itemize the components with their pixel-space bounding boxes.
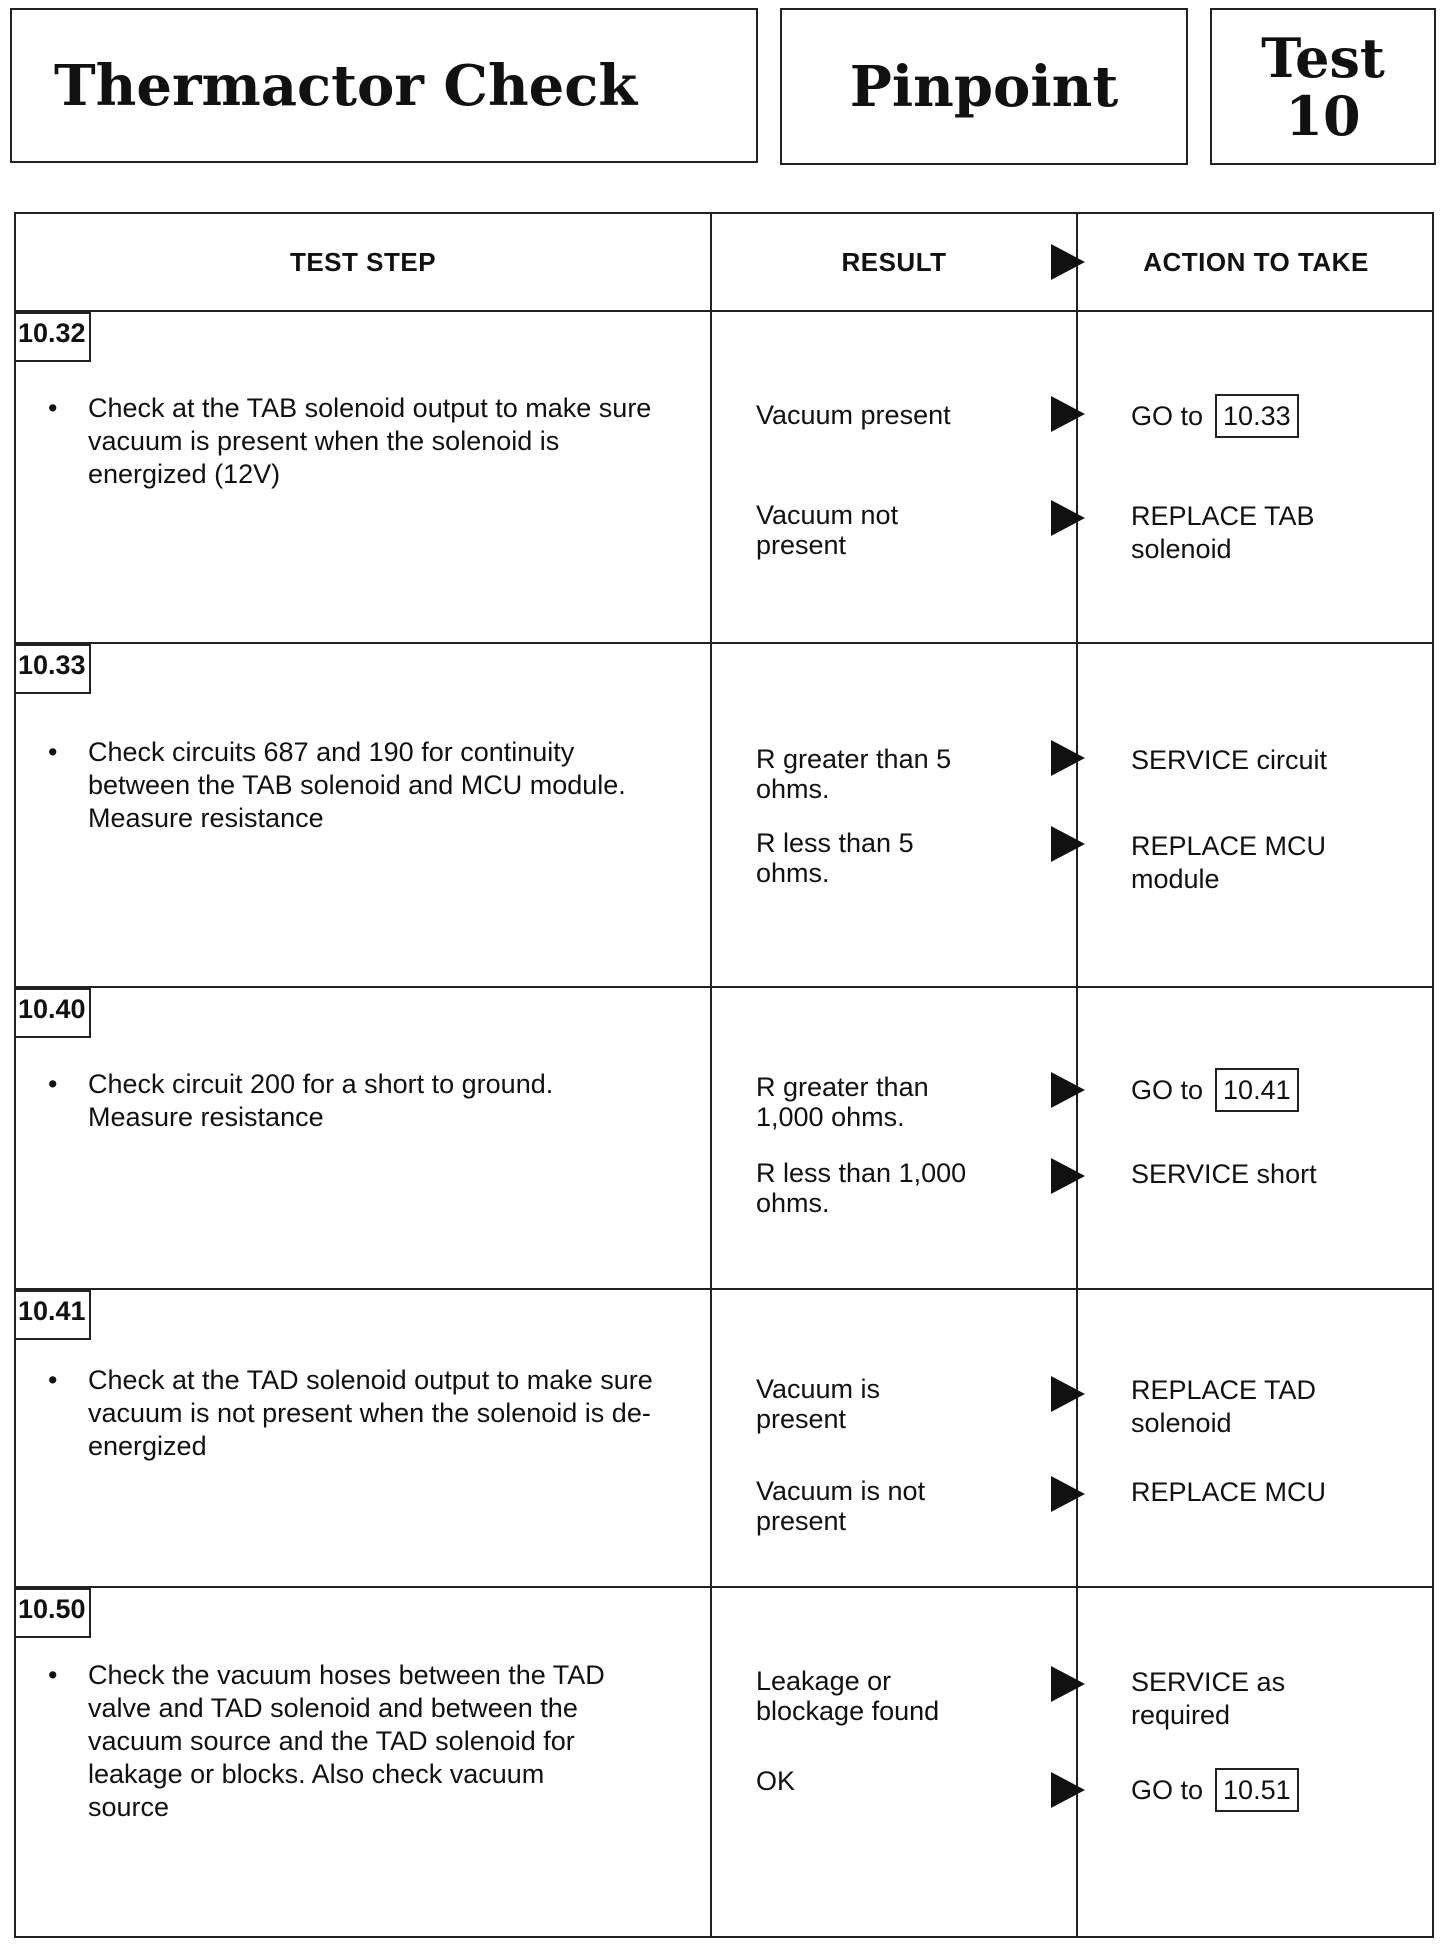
- test-number: 10: [1285, 83, 1361, 148]
- arrow-icon: [1051, 500, 1085, 536]
- step-reference-box: 10.41: [1215, 1068, 1299, 1112]
- arrow-icon: [1051, 1158, 1085, 1194]
- action-text: SERVICE as required: [1131, 1667, 1286, 1730]
- result-text: R less than 1,000 ohms.: [756, 1158, 967, 1218]
- test-label: Test: [1261, 25, 1385, 90]
- pinpoint-test-table: [14, 212, 1434, 1938]
- result-text: R greater than 5 ohms.: [756, 744, 952, 804]
- bullet-icon: •: [48, 1069, 58, 1099]
- arrow-icon: [1051, 740, 1085, 776]
- step-number: 10.32: [16, 312, 91, 362]
- bullet-icon: •: [48, 1365, 58, 1395]
- action-text: REPLACE TAD solenoid: [1131, 1375, 1317, 1438]
- result-text: Vacuum not present: [756, 500, 899, 560]
- row-divider: [16, 1288, 1432, 1290]
- action-text: SERVICE short: [1131, 1159, 1317, 1189]
- arrow-icon: [1051, 396, 1085, 432]
- step-number: 10.33: [16, 644, 91, 694]
- page-title: Thermactor Check: [54, 52, 638, 119]
- row-divider: [16, 1586, 1432, 1588]
- bullet-icon: •: [48, 737, 58, 767]
- column-divider: [710, 214, 712, 1936]
- step-instruction: • Check the vacuum hoses between the TAD valve and TAD solenoid and between the vacuum source and the TAD solenoid for leakage or blocks. Also check vacuum source: [48, 1660, 605, 1822]
- step-reference-box: 10.51: [1215, 1768, 1299, 1812]
- column-header-result: RESULT: [841, 246, 947, 277]
- column-header-test-step: TEST STEP: [289, 246, 437, 277]
- step-instruction: • Check at the TAB solenoid output to make sure vacuum is present when the solenoid is energized (12V): [48, 393, 652, 489]
- column-header-action: ACTION TO TAKE: [1143, 246, 1369, 277]
- pinpoint-box: [780, 8, 1188, 165]
- test-number-box: [1210, 8, 1436, 165]
- arrow-icon: [1051, 1376, 1085, 1412]
- step-reference-box: 10.33: [1215, 394, 1299, 438]
- result-text: Vacuum present: [756, 400, 951, 430]
- action-text: REPLACE TAB solenoid: [1131, 501, 1315, 564]
- action-text: SERVICE circuit: [1131, 745, 1328, 775]
- arrow-icon: [1051, 1072, 1085, 1108]
- result-text: Vacuum is not present: [756, 1476, 926, 1536]
- step-instruction: • Check circuits 687 and 190 for continuity between the TAB solenoid and MCU module. Measure resistance: [48, 737, 626, 833]
- step-number: 10.50: [16, 1588, 91, 1638]
- result-text: Vacuum is present: [756, 1374, 881, 1434]
- step-number: 10.40: [16, 988, 91, 1038]
- step-instruction: • Check at the TAD solenoid output to make sure vacuum is not present when the solenoid is de-energized: [48, 1365, 653, 1461]
- arrow-icon: [1051, 826, 1085, 862]
- step-instruction: • Check circuit 200 for a short to ground. Measure resistance: [48, 1069, 554, 1132]
- bullet-icon: •: [48, 393, 58, 423]
- arrow-icon: [1051, 1666, 1085, 1702]
- result-text: R greater than 1,000 ohms.: [756, 1072, 929, 1132]
- bullet-icon: •: [48, 1660, 58, 1690]
- result-text: Leakage or blockage found: [756, 1666, 940, 1726]
- row-divider: [16, 642, 1432, 644]
- action-text: REPLACE MCU module: [1131, 831, 1327, 894]
- action-text: GO to 10.41: [1131, 1068, 1431, 1112]
- arrow-icon: [1051, 1772, 1085, 1808]
- row-divider: [16, 986, 1432, 988]
- result-text: OK: [756, 1766, 796, 1796]
- title-box: [10, 8, 758, 163]
- pinpoint-label: Pinpoint: [849, 53, 1119, 120]
- action-text: REPLACE MCU: [1131, 1477, 1327, 1507]
- row-divider: [16, 310, 1432, 312]
- arrow-icon: [1051, 1476, 1085, 1512]
- result-text: R less than 5 ohms.: [756, 828, 914, 888]
- action-text: GO to 10.51: [1131, 1768, 1431, 1812]
- action-text: GO to 10.33: [1131, 394, 1431, 438]
- step-number: 10.41: [16, 1290, 91, 1340]
